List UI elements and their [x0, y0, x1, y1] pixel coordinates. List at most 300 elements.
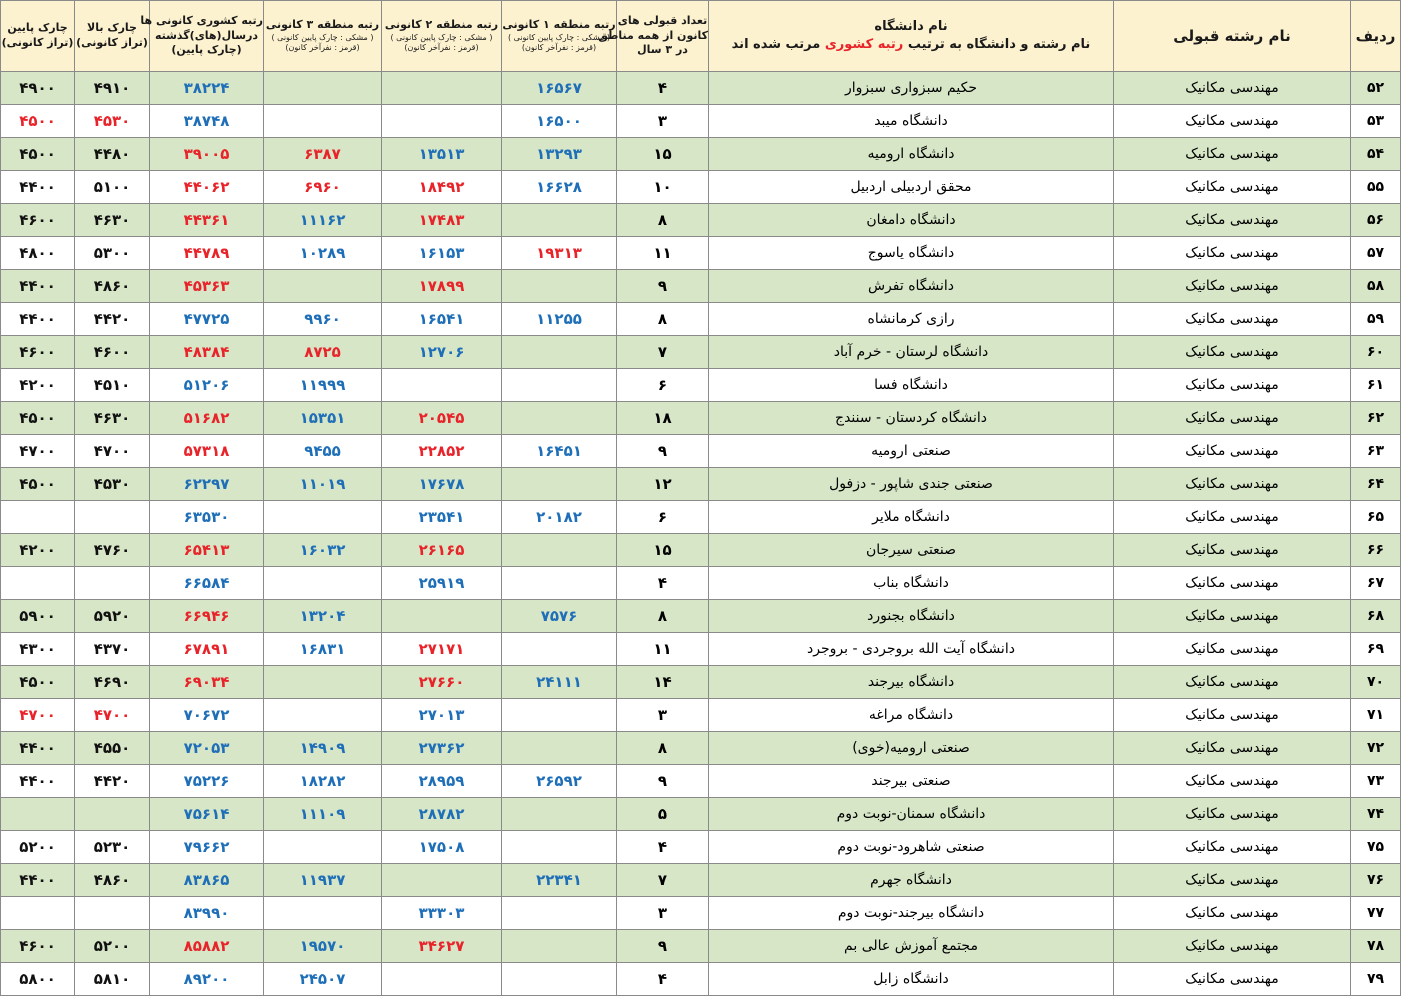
cell-row-number: ۷۶	[1351, 864, 1401, 897]
cell-university: حکیم سبزواری سبزوار	[709, 72, 1114, 105]
cell-row-number: ۷۸	[1351, 930, 1401, 963]
cell-university: محقق اردبیلی اردبیل	[709, 171, 1114, 204]
table-row	[1, 204, 1401, 237]
cell-rank-region-1: ۲۲۳۴۱	[502, 864, 617, 897]
cell-admits-count: ۳	[617, 105, 709, 138]
cell-major: مهندسی مکانیک	[1114, 798, 1351, 831]
cell-rank-region-2: ۲۷۰۱۳	[382, 699, 502, 732]
cell-university: صنعتی شاهرود-نوبت دوم	[709, 831, 1114, 864]
cell-upper-quartile: ۴۹۱۰	[75, 72, 150, 105]
cell-university: دانشگاه سمنان-نوبت دوم	[709, 798, 1114, 831]
cell-rank-region-1	[502, 204, 617, 237]
cell-major: مهندسی مکانیک	[1114, 732, 1351, 765]
cell-rank-region-2: ۲۰۵۴۵	[382, 402, 502, 435]
cell-major: مهندسی مکانیک	[1114, 600, 1351, 633]
cell-major: مهندسی مکانیک	[1114, 72, 1351, 105]
cell-rank-region-1	[502, 402, 617, 435]
cell-lower-quartile: ۴۵۰۰	[1, 105, 75, 138]
cell-rank-region-1: ۱۳۲۹۳	[502, 138, 617, 171]
cell-rank-region-2: ۳۳۳۰۳	[382, 897, 502, 930]
cell-row-number: ۵۸	[1351, 270, 1401, 303]
cell-national-rank: ۴۷۷۲۵	[150, 303, 264, 336]
cell-lower-quartile: ۴۹۰۰	[1, 72, 75, 105]
cell-lower-quartile: ۴۴۰۰	[1, 270, 75, 303]
cell-admits-count: ۸	[617, 600, 709, 633]
cell-rank-region-3	[264, 567, 382, 600]
cell-rank-region-3: ۱۱۹۳۷	[264, 864, 382, 897]
cell-major: مهندسی مکانیک	[1114, 138, 1351, 171]
cell-upper-quartile: ۴۷۶۰	[75, 534, 150, 567]
table-row	[1, 897, 1401, 930]
cell-rank-region-2	[382, 600, 502, 633]
cell-rank-region-2: ۱۶۵۴۱	[382, 303, 502, 336]
cell-rank-region-1: ۱۶۵۶۷	[502, 72, 617, 105]
cell-lower-quartile	[1, 567, 75, 600]
header-rank-region-3: رتبه منطقه ۳ کانونی ( مشکی : چارک پایین کانونی ) (قرمز : نفرآخر کانون)	[264, 1, 382, 72]
cell-university: دانشگاه جهرم	[709, 864, 1114, 897]
cell-upper-quartile: ۴۵۳۰	[75, 105, 150, 138]
cell-university: دانشگاه دامغان	[709, 204, 1114, 237]
cell-major: مهندسی مکانیک	[1114, 534, 1351, 567]
cell-upper-quartile: ۵۳۰۰	[75, 237, 150, 270]
cell-upper-quartile: ۴۶۹۰	[75, 666, 150, 699]
cell-university: صنعتی بیرجند	[709, 765, 1114, 798]
cell-rank-region-1: ۱۶۴۵۱	[502, 435, 617, 468]
cell-admits-count: ۴	[617, 72, 709, 105]
cell-rank-region-2: ۲۷۶۶۰	[382, 666, 502, 699]
cell-admits-count: ۴	[617, 963, 709, 996]
cell-row-number: ۷۱	[1351, 699, 1401, 732]
cell-rank-region-2	[382, 864, 502, 897]
cell-row-number: ۶۴	[1351, 468, 1401, 501]
table-row	[1, 336, 1401, 369]
cell-upper-quartile: ۴۶۳۰	[75, 204, 150, 237]
cell-major: مهندسی مکانیک	[1114, 402, 1351, 435]
cell-row-number: ۵۷	[1351, 237, 1401, 270]
cell-row-number: ۶۵	[1351, 501, 1401, 534]
cell-upper-quartile: ۵۲۰۰	[75, 930, 150, 963]
cell-upper-quartile	[75, 501, 150, 534]
cell-upper-quartile	[75, 798, 150, 831]
table-row	[1, 171, 1401, 204]
cell-major: مهندسی مکانیک	[1114, 369, 1351, 402]
cell-lower-quartile: ۴۴۰۰	[1, 765, 75, 798]
cell-row-number: ۷۰	[1351, 666, 1401, 699]
cell-admits-count: ۸	[617, 204, 709, 237]
cell-row-number: ۷۹	[1351, 963, 1401, 996]
cell-admits-count: ۹	[617, 270, 709, 303]
cell-rank-region-1	[502, 567, 617, 600]
cell-university: دانشگاه مراغه	[709, 699, 1114, 732]
cell-rank-region-3: ۱۱۱۰۹	[264, 798, 382, 831]
cell-admits-count: ۱۵	[617, 138, 709, 171]
table-row	[1, 633, 1401, 666]
cell-row-number: ۵۶	[1351, 204, 1401, 237]
cell-lower-quartile: ۴۸۰۰	[1, 237, 75, 270]
cell-university: دانشگاه بناب	[709, 567, 1114, 600]
cell-rank-region-1: ۲۴۱۱۱	[502, 666, 617, 699]
cell-university: صنعتی ارومیه(خوی)	[709, 732, 1114, 765]
cell-rank-region-2: ۲۵۹۱۹	[382, 567, 502, 600]
cell-major: مهندسی مکانیک	[1114, 897, 1351, 930]
table-row	[1, 270, 1401, 303]
cell-upper-quartile: ۵۸۱۰	[75, 963, 150, 996]
cell-row-number: ۷۵	[1351, 831, 1401, 864]
cell-major: مهندسی مکانیک	[1114, 864, 1351, 897]
cell-university: صنعتی سیرجان	[709, 534, 1114, 567]
table-row	[1, 303, 1401, 336]
header-rank-region-1: رتبه منطقه ۱ کانونی ( مشکی : چارک پایین کانونی ) (قرمز : نفرآخر کانون)	[502, 1, 617, 72]
table-row	[1, 402, 1401, 435]
cell-upper-quartile: ۵۲۳۰	[75, 831, 150, 864]
cell-row-number: ۷۳	[1351, 765, 1401, 798]
cell-upper-quartile: ۴۷۰۰	[75, 699, 150, 732]
cell-admits-count: ۶	[617, 501, 709, 534]
cell-major: مهندسی مکانیک	[1114, 831, 1351, 864]
cell-upper-quartile: ۴۸۶۰	[75, 864, 150, 897]
cell-national-rank: ۶۷۸۹۱	[150, 633, 264, 666]
cell-lower-quartile: ۵۹۰۰	[1, 600, 75, 633]
cell-major: مهندسی مکانیک	[1114, 435, 1351, 468]
cell-lower-quartile: ۴۲۰۰	[1, 369, 75, 402]
cell-row-number: ۵۹	[1351, 303, 1401, 336]
cell-major: مهندسی مکانیک	[1114, 468, 1351, 501]
cell-admits-count: ۱۰	[617, 171, 709, 204]
table-row	[1, 765, 1401, 798]
cell-upper-quartile: ۴۴۲۰	[75, 765, 150, 798]
cell-lower-quartile: ۴۵۰۰	[1, 138, 75, 171]
cell-row-number: ۶۳	[1351, 435, 1401, 468]
cell-row-number: ۵۵	[1351, 171, 1401, 204]
cell-rank-region-2: ۱۳۵۱۳	[382, 138, 502, 171]
cell-rank-region-2: ۱۲۷۰۶	[382, 336, 502, 369]
cell-rank-region-3: ۱۶۸۳۱	[264, 633, 382, 666]
cell-upper-quartile: ۴۷۰۰	[75, 435, 150, 468]
cell-admits-count: ۱۵	[617, 534, 709, 567]
cell-admits-count: ۸	[617, 303, 709, 336]
cell-major: مهندسی مکانیک	[1114, 204, 1351, 237]
cell-lower-quartile: ۴۳۰۰	[1, 633, 75, 666]
cell-lower-quartile: ۵۸۰۰	[1, 963, 75, 996]
table-row	[1, 468, 1401, 501]
cell-university: دانشگاه ملایر	[709, 501, 1114, 534]
cell-row-number: ۷۷	[1351, 897, 1401, 930]
cell-rank-region-1	[502, 831, 617, 864]
cell-national-rank: ۶۶۵۸۴	[150, 567, 264, 600]
cell-lower-quartile: ۴۴۰۰	[1, 732, 75, 765]
cell-upper-quartile: ۴۳۷۰	[75, 633, 150, 666]
cell-rank-region-1: ۱۶۵۰۰	[502, 105, 617, 138]
cell-admits-count: ۳	[617, 699, 709, 732]
cell-lower-quartile: ۴۵۰۰	[1, 468, 75, 501]
cell-national-rank: ۶۹۰۳۴	[150, 666, 264, 699]
cell-upper-quartile: ۴۵۱۰	[75, 369, 150, 402]
cell-admits-count: ۵	[617, 798, 709, 831]
cell-major: مهندسی مکانیک	[1114, 666, 1351, 699]
cell-row-number: ۶۱	[1351, 369, 1401, 402]
table-row	[1, 963, 1401, 996]
cell-university: دانشگاه ارومیه	[709, 138, 1114, 171]
cell-admits-count: ۱۴	[617, 666, 709, 699]
cell-rank-region-3: ۹۹۶۰	[264, 303, 382, 336]
cell-major: مهندسی مکانیک	[1114, 237, 1351, 270]
cell-lower-quartile: ۴۴۰۰	[1, 171, 75, 204]
cell-major: مهندسی مکانیک	[1114, 501, 1351, 534]
cell-lower-quartile: ۴۵۰۰	[1, 402, 75, 435]
cell-row-number: ۵۳	[1351, 105, 1401, 138]
cell-national-rank: ۶۳۵۳۰	[150, 501, 264, 534]
cell-upper-quartile: ۴۵۵۰	[75, 732, 150, 765]
cell-rank-region-3	[264, 72, 382, 105]
cell-university: صنعتی ارومیه	[709, 435, 1114, 468]
cell-rank-region-2: ۲۸۷۸۲	[382, 798, 502, 831]
cell-rank-region-2: ۱۸۴۹۲	[382, 171, 502, 204]
cell-major: مهندسی مکانیک	[1114, 963, 1351, 996]
cell-rank-region-2: ۲۷۳۶۲	[382, 732, 502, 765]
cell-national-rank: ۵۱۶۸۲	[150, 402, 264, 435]
cell-rank-region-1: ۱۹۳۱۳	[502, 237, 617, 270]
cell-lower-quartile: ۴۲۰۰	[1, 534, 75, 567]
cell-national-rank: ۴۵۳۶۳	[150, 270, 264, 303]
cell-national-rank: ۸۵۸۸۲	[150, 930, 264, 963]
cell-major: مهندسی مکانیک	[1114, 171, 1351, 204]
cell-national-rank: ۸۳۸۶۵	[150, 864, 264, 897]
table-row	[1, 501, 1401, 534]
cell-rank-region-1	[502, 336, 617, 369]
cell-rank-region-3: ۱۹۵۷۰	[264, 930, 382, 963]
cell-rank-region-2: ۲۷۱۷۱	[382, 633, 502, 666]
cell-rank-region-1	[502, 963, 617, 996]
cell-upper-quartile: ۴۴۲۰	[75, 303, 150, 336]
cell-rank-region-3: ۱۸۲۸۲	[264, 765, 382, 798]
cell-rank-region-1	[502, 699, 617, 732]
cell-rank-region-2: ۳۴۶۲۷	[382, 930, 502, 963]
cell-upper-quartile: ۴۶۰۰	[75, 336, 150, 369]
cell-rank-region-3: ۱۱۹۹۹	[264, 369, 382, 402]
cell-university: دانشگاه فسا	[709, 369, 1114, 402]
cell-lower-quartile: ۴۵۰۰	[1, 666, 75, 699]
cell-upper-quartile	[75, 567, 150, 600]
cell-national-rank: ۴۸۳۸۴	[150, 336, 264, 369]
table-row	[1, 798, 1401, 831]
cell-rank-region-3	[264, 666, 382, 699]
cell-row-number: ۶۶	[1351, 534, 1401, 567]
cell-upper-quartile: ۴۴۸۰	[75, 138, 150, 171]
table-row	[1, 831, 1401, 864]
cell-national-rank: ۴۴۰۶۲	[150, 171, 264, 204]
cell-admits-count: ۷	[617, 864, 709, 897]
cell-major: مهندسی مکانیک	[1114, 270, 1351, 303]
cell-national-rank: ۴۴۷۸۹	[150, 237, 264, 270]
table-header	[1, 1, 1401, 72]
cell-rank-region-3	[264, 270, 382, 303]
cell-lower-quartile	[1, 501, 75, 534]
cell-admits-count: ۴	[617, 831, 709, 864]
cell-rank-region-1: ۷۵۷۶	[502, 600, 617, 633]
table-row	[1, 930, 1401, 963]
cell-lower-quartile: ۴۶۰۰	[1, 930, 75, 963]
cell-university: دانشگاه بجنورد	[709, 600, 1114, 633]
cell-rank-region-2: ۱۷۴۸۳	[382, 204, 502, 237]
cell-rank-region-3: ۱۴۹۰۹	[264, 732, 382, 765]
cell-national-rank: ۷۰۶۷۲	[150, 699, 264, 732]
table-row	[1, 567, 1401, 600]
cell-university: دانشگاه میبد	[709, 105, 1114, 138]
cell-rank-region-3: ۶۹۶۰	[264, 171, 382, 204]
cell-lower-quartile: ۴۷۰۰	[1, 699, 75, 732]
header-row-number: ردیف	[1351, 1, 1401, 72]
cell-university: دانشگاه یاسوج	[709, 237, 1114, 270]
cell-rank-region-1: ۲۰۱۸۲	[502, 501, 617, 534]
cell-major: مهندسی مکانیک	[1114, 303, 1351, 336]
cell-national-rank: ۸۹۲۰۰	[150, 963, 264, 996]
cell-rank-region-2	[382, 72, 502, 105]
cell-rank-region-1	[502, 534, 617, 567]
cell-rank-region-3: ۱۰۲۸۹	[264, 237, 382, 270]
cell-major: مهندسی مکانیک	[1114, 930, 1351, 963]
cell-rank-region-3	[264, 699, 382, 732]
cell-major: مهندسی مکانیک	[1114, 699, 1351, 732]
cell-admits-count: ۳	[617, 897, 709, 930]
table-row	[1, 138, 1401, 171]
cell-rank-region-3: ۱۳۲۰۴	[264, 600, 382, 633]
cell-national-rank: ۶۵۴۱۳	[150, 534, 264, 567]
cell-national-rank: ۸۳۹۹۰	[150, 897, 264, 930]
cell-university: مجتمع آموزش عالی بم	[709, 930, 1114, 963]
cell-admits-count: ۴	[617, 567, 709, 600]
cell-rank-region-3: ۲۴۵۰۷	[264, 963, 382, 996]
cell-rank-region-3: ۱۵۳۵۱	[264, 402, 382, 435]
cell-rank-region-2: ۱۷۸۹۹	[382, 270, 502, 303]
cell-university: دانشگاه آیت الله بروجردی - بروجرد	[709, 633, 1114, 666]
cell-lower-quartile: ۴۴۰۰	[1, 864, 75, 897]
cell-admits-count: ۹	[617, 765, 709, 798]
cell-rank-region-2: ۱۷۶۷۸	[382, 468, 502, 501]
cell-rank-region-1	[502, 369, 617, 402]
cell-rank-region-1	[502, 732, 617, 765]
header-upper-quartile: چارک بالا (تراز کانونی)	[75, 1, 150, 72]
cell-university: دانشگاه لرستان - خرم آباد	[709, 336, 1114, 369]
cell-admits-count: ۱۱	[617, 633, 709, 666]
cell-rank-region-1: ۱۱۲۵۵	[502, 303, 617, 336]
cell-lower-quartile: ۴۷۰۰	[1, 435, 75, 468]
cell-national-rank: ۳۸۲۲۴	[150, 72, 264, 105]
cell-university: صنعتی جندی شاپور - دزفول	[709, 468, 1114, 501]
cell-university: دانشگاه تفرش	[709, 270, 1114, 303]
cell-rank-region-2: ۲۶۱۶۵	[382, 534, 502, 567]
header-rank-region-2: رتبه منطقه ۲ کانونی ( مشکی : چارک پایین کانونی ) (قرمز : نفرآخر کانون)	[382, 1, 502, 72]
cell-row-number: ۶۷	[1351, 567, 1401, 600]
cell-major: مهندسی مکانیک	[1114, 633, 1351, 666]
cell-row-number: ۵۲	[1351, 72, 1401, 105]
cell-rank-region-3: ۹۴۵۵	[264, 435, 382, 468]
cell-lower-quartile: ۴۶۰۰	[1, 336, 75, 369]
cell-rank-region-3: ۱۱۱۶۲	[264, 204, 382, 237]
cell-national-rank: ۷۵۶۱۴	[150, 798, 264, 831]
cell-upper-quartile: ۴۸۶۰	[75, 270, 150, 303]
cell-national-rank: ۷۵۲۲۶	[150, 765, 264, 798]
cell-major: مهندسی مکانیک	[1114, 336, 1351, 369]
header-university: نام دانشگاه نام رشته و دانشگاه به ترتیب رتبه کشوری مرتب شده اند	[709, 1, 1114, 72]
cell-admits-count: ۸	[617, 732, 709, 765]
cell-rank-region-3: ۸۷۲۵	[264, 336, 382, 369]
cell-university: دانشگاه بیرجند	[709, 666, 1114, 699]
cell-rank-region-2: ۱۷۵۰۸	[382, 831, 502, 864]
cell-lower-quartile: ۴۶۰۰	[1, 204, 75, 237]
cell-upper-quartile: ۴۶۳۰	[75, 402, 150, 435]
cell-university: دانشگاه بیرجند-نوبت دوم	[709, 897, 1114, 930]
cell-upper-quartile: ۴۵۳۰	[75, 468, 150, 501]
cell-major: مهندسی مکانیک	[1114, 105, 1351, 138]
cell-university: دانشگاه کردستان - سنندج	[709, 402, 1114, 435]
cell-row-number: ۶۲	[1351, 402, 1401, 435]
cell-admits-count: ۱۸	[617, 402, 709, 435]
cell-major: مهندسی مکانیک	[1114, 765, 1351, 798]
cell-rank-region-3: ۶۳۸۷	[264, 138, 382, 171]
cell-rank-region-1	[502, 897, 617, 930]
cell-admits-count: ۱۱	[617, 237, 709, 270]
cell-university: دانشگاه زابل	[709, 963, 1114, 996]
table-row	[1, 72, 1401, 105]
table-row	[1, 600, 1401, 633]
cell-rank-region-3: ۱۱۰۱۹	[264, 468, 382, 501]
header-admits-count: تعداد قبولی های کانون از همه مناطق در ۳ سال	[617, 1, 709, 72]
cell-national-rank: ۵۱۲۰۶	[150, 369, 264, 402]
cell-lower-quartile: ۴۴۰۰	[1, 303, 75, 336]
cell-university: رازی کرمانشاه	[709, 303, 1114, 336]
cell-row-number: ۶۰	[1351, 336, 1401, 369]
cell-admits-count: ۶	[617, 369, 709, 402]
cell-national-rank: ۳۹۰۰۵	[150, 138, 264, 171]
cell-lower-quartile	[1, 897, 75, 930]
table-body	[1, 72, 1401, 996]
table-row	[1, 369, 1401, 402]
cell-upper-quartile: ۵۱۰۰	[75, 171, 150, 204]
cell-national-rank: ۶۲۲۹۷	[150, 468, 264, 501]
cell-rank-region-2: ۲۸۹۵۹	[382, 765, 502, 798]
cell-admits-count: ۷	[617, 336, 709, 369]
table-row	[1, 435, 1401, 468]
cell-rank-region-1: ۱۶۶۲۸	[502, 171, 617, 204]
header-lower-quartile: چارک پایین (تراز کانونی)	[1, 1, 75, 72]
cell-national-rank: ۳۸۷۴۸	[150, 105, 264, 138]
cell-upper-quartile	[75, 897, 150, 930]
cell-rank-region-3	[264, 105, 382, 138]
cell-upper-quartile: ۵۹۲۰	[75, 600, 150, 633]
cell-admits-count: ۹	[617, 930, 709, 963]
cell-lower-quartile	[1, 798, 75, 831]
cell-national-rank: ۷۲۰۵۳	[150, 732, 264, 765]
cell-rank-region-2	[382, 105, 502, 138]
cell-rank-region-3	[264, 831, 382, 864]
cell-rank-region-1	[502, 930, 617, 963]
cell-admits-count: ۹	[617, 435, 709, 468]
cell-rank-region-1	[502, 633, 617, 666]
cell-rank-region-2	[382, 963, 502, 996]
cell-national-rank: ۵۷۳۱۸	[150, 435, 264, 468]
cell-major: مهندسی مکانیک	[1114, 567, 1351, 600]
cell-rank-region-1	[502, 798, 617, 831]
cell-row-number: ۶۸	[1351, 600, 1401, 633]
cell-national-rank: ۷۹۶۶۲	[150, 831, 264, 864]
cell-rank-region-1	[502, 468, 617, 501]
cell-rank-region-3	[264, 897, 382, 930]
cell-row-number: ۷۴	[1351, 798, 1401, 831]
cell-admits-count: ۱۲	[617, 468, 709, 501]
cell-national-rank: ۶۶۹۴۶	[150, 600, 264, 633]
table-row	[1, 237, 1401, 270]
table-row	[1, 534, 1401, 567]
